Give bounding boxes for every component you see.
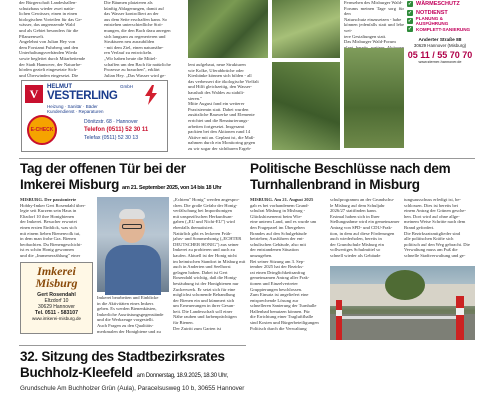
headline-date: am Donnerstag, 18.9.2025, 18.30 Uhr,	[136, 373, 228, 379]
text-line: tion, in dem auf diese Förderungen	[330, 230, 395, 236]
section-divider	[19, 345, 246, 346]
text-line: gaben („EU und Nicht-EU") wird	[173, 219, 235, 225]
text-line: in dem man frohe Gra. Bienen	[20, 236, 76, 242]
services-line: Kundendienst · Reparaturen	[47, 109, 104, 114]
text-line: schulrat Misburg in Misburg -	[250, 208, 306, 214]
text-line: chen. Die große Gefahr der Honig-	[173, 202, 238, 208]
text-line: schnell wieder als Gebäude	[330, 252, 381, 258]
group-photo	[344, 48, 404, 148]
check-icon: ✓	[407, 17, 412, 24]
tag-headline	[20, 161, 246, 196]
text-line: in die Aktivitäten eines Imkers	[97, 300, 154, 306]
text-line: Unterhaltungsverbänden Wieda	[19, 50, 78, 56]
text-line: das Wasser kontrolliert an der	[104, 11, 159, 17]
top-right-text-column	[344, 0, 404, 45]
ad-address: Anderter Straße 88	[418, 37, 462, 43]
text-line: Die Bäumen platzieren als	[104, 0, 153, 5]
text-line: ist es schön Honig gewonnen	[20, 247, 74, 253]
text-line: Aktive mit an. Geplant ist, die Maß-	[188, 134, 255, 140]
text-line: Eltzdorf 10 ihre Honigbienen	[20, 213, 74, 219]
text-line: packten bei den Aktionen rund 14	[188, 129, 251, 135]
text-line: gelagen haben. Dabei ist Gert	[173, 269, 228, 275]
text-line: schulischen Gebäude, also mit	[250, 241, 306, 247]
text-line: künftig Ablagerungen, damit auf	[104, 5, 164, 11]
services-ad	[407, 0, 473, 76]
text-line: rat einen Dringlichkeitsanfrag	[250, 269, 306, 275]
sitzung-headline	[20, 349, 320, 384]
text-line: Gruppierungen beschlossen.	[250, 286, 303, 292]
text-line: sich langsam zu regenerieren und	[104, 33, 166, 39]
text-line: Forums meinen Tage sorg für den	[344, 5, 404, 17]
text-line: Fernsehen des Misburger Wald-	[344, 0, 403, 5]
headline-line: Tag der offenen Tür bei der	[20, 161, 186, 176]
text-line: schnelleren Sanierung der Turnhalle	[250, 303, 317, 309]
text-line: tere Gestaltungen statt.	[344, 33, 387, 39]
turnhalle-photo	[330, 266, 475, 340]
text-line: mungen, die den Bach dazu anregen	[104, 27, 171, 33]
vesterling-ad	[21, 80, 168, 152]
text-line: betrieben; Ausführen der ent-	[250, 236, 304, 242]
text-line: mit einem lieben Bienenvolk tut,	[20, 230, 81, 236]
sitzung-subline: Grundschule Am Buchholzer Grün (Aula), Paracelsusweg 10 b, 30655 Hannover	[20, 385, 245, 392]
service-item: ✓ PLANUNG & AUSFÜHRUNG	[407, 15, 449, 26]
text-line: und die „Immenerzählung" einer	[20, 252, 81, 258]
text-line: einen ersten Einblick, was sich	[20, 224, 77, 230]
imkerei-plz: 30629 Hannover	[38, 304, 75, 310]
section-divider	[19, 158, 475, 159]
text-line: Angelehnt von Julian Hey von	[19, 39, 76, 45]
service-item: ✓ KOMPLETT-SANIERUNG	[407, 26, 471, 33]
text-line: aus dem Seite erschaffen kann. So	[104, 16, 167, 22]
text-line: Hobby-Imker Gert Rosendahl über-	[20, 202, 86, 208]
text-line: Kiesbänke können sich bilden - all	[188, 73, 252, 79]
text-line: Verwaltung muss am Fuß die	[404, 247, 458, 253]
text-line: Das Misburger Wald-Forum	[344, 39, 396, 45]
text-line: Natürlich gibt es leckeren Früh-	[173, 230, 232, 236]
text-line: legte seit Kurzem sein Haus in	[20, 208, 77, 214]
text-line: der Bienen ein und kümmert sich	[173, 297, 235, 303]
text-line: wie Kolke, Uferabbrüche oder	[188, 67, 244, 73]
top-mid2-text-column	[188, 62, 268, 152]
beschluesse-col1	[250, 197, 326, 335]
text-line: Brand gefordert.	[404, 224, 435, 230]
imkerei-owner: Gert Rosendahl	[37, 292, 76, 298]
ad-tel: Telefon (0511) 52 30 11	[84, 127, 149, 133]
text-line: der Imkerei. Besucher erwartet	[20, 219, 77, 225]
text-line: Strukturen neu auszubilden	[104, 39, 155, 45]
text-line: Imkerei zu probieren und auch zu	[173, 247, 235, 253]
ad-fax: Telefax (0511) 52 30 13	[84, 135, 139, 141]
tree-shape	[385, 270, 425, 300]
text-line: „Wir haben heute die Mittel-	[104, 55, 157, 61]
text-line: können jedenfalls statt und lebe wei-	[344, 22, 404, 33]
text-line: errichtet und die Renaturierungs-	[188, 117, 249, 123]
text-line: Politisch durch die Verwaltung	[250, 325, 307, 331]
text-line: Naturschutz einzusetzen - habe	[344, 16, 402, 22]
text-line: auch in Anderten und Seelhorst	[173, 264, 231, 270]
text-line: MISBURG. Am 21. August 2025	[250, 197, 314, 202]
text-line: das verbessert die ökologische Vielfalt	[188, 78, 259, 84]
text-line: und Überwinden eingesetzt. Die	[19, 72, 79, 78]
text-line: ebenfalls thematisiert.	[173, 224, 214, 230]
text-line: Hallenbad benutzen können. Für	[250, 308, 310, 314]
text-line: hörden gezielt eingesetzte Sich-	[19, 67, 78, 73]
text-line: ren Verlauf zu entwickeln.	[104, 50, 153, 56]
text-line: gab es bei vorhandenem Grund-	[250, 202, 309, 208]
text-line: verfälschung bei Importhonigen	[173, 208, 232, 214]
services-line: Heizung · Sanitär · Bäder	[47, 104, 98, 109]
ad-address: 30629 Hannover (Misburg)	[413, 42, 467, 48]
check-icon: ✓	[407, 26, 413, 33]
forest-stream-photo-2	[272, 0, 340, 58]
text-line: Nähe rauben und farbenprächtigen	[173, 314, 237, 320]
text-line: Brandes auf den Schulgebäude	[250, 230, 307, 236]
headline-line: 32. Sitzung des Stadtbezirksrates	[20, 349, 225, 364]
brand-top: HELMUT	[47, 84, 72, 90]
forest-stream-photo-1	[188, 0, 268, 58]
text-line: 2026/27 stattfinden kann.	[330, 208, 377, 214]
vesterling-logo: V	[25, 85, 43, 103]
text-line: gemeinsamen Antrag aller Frak-	[250, 275, 310, 281]
text-line: schutzbaus wieder zwei natür-	[19, 5, 75, 11]
headline-place: Imkerei Misburg	[20, 177, 120, 192]
service-item: ✓ WÄRMESCHUTZ	[407, 1, 460, 8]
tag-col2	[173, 197, 246, 335]
text-line: alle politischen Kräfte sich	[404, 236, 454, 242]
forest-workers-photo	[272, 62, 340, 150]
text-line: hen. Dort wird auf ohne allge-	[404, 213, 460, 219]
text-line: Glückshirsenenst beim Wie-	[250, 213, 303, 219]
headline-line: Politische Beschlüsse nach dem	[250, 161, 451, 176]
headline-line	[20, 365, 320, 384]
text-line: schulprogramm an der Grundschu-	[330, 197, 395, 202]
text-line: vollwertiges Schulmittel so	[330, 247, 381, 253]
text-line: sieren."	[188, 95, 202, 101]
text-line: Antrag von SPD- und CDU-Frak-	[330, 224, 393, 230]
text-line: sowie begleitet durch Mitarbeitende	[19, 55, 86, 61]
brand-name: VESTERLING	[47, 90, 118, 102]
text-line: Erstmal haben sich in Ihrer	[330, 213, 380, 219]
text-line: Imkerliche Ausrüstungsgegenstände	[97, 311, 164, 317]
echeck-badge: E-CHECK	[27, 115, 57, 145]
text-line: kaufen. Aktuell ist der Honig nicht	[173, 252, 237, 258]
text-line: schaffen um den Bach für natürliche	[104, 61, 171, 67]
text-line: haushalt des Waldes zu stabili-	[188, 89, 245, 95]
text-line: biologischen Vorteilen für das Ge-	[19, 16, 83, 22]
person-glasses	[122, 224, 142, 229]
text-line: DEUTSCHER HONIG") aus seiner	[173, 241, 239, 247]
imkerei-city: Misburg	[35, 276, 78, 290]
beekeeper-photo	[97, 197, 169, 292]
imkerei-ad	[20, 262, 93, 334]
text-line: mit unspezifischen Herkunftsan-	[173, 213, 233, 219]
text-line: Auch Fragen zu den Qualitäts-	[97, 322, 154, 328]
text-line: Der Zutritt zum Garten ist	[173, 325, 221, 331]
service-item: ✓ NOTDIENST	[407, 9, 448, 16]
text-line: die Errichtung einer Tragluftfhalle	[250, 314, 314, 320]
check-icon: ✓	[407, 9, 413, 16]
headline-line	[20, 177, 246, 196]
text-line: schlossen. Dies ist bereits bei	[404, 202, 458, 208]
imkerei-web: www.imkerei-misburg.de	[31, 316, 81, 321]
text-line: Praxistermin statt. Dabei wurden	[188, 106, 249, 112]
barrier-pole	[336, 300, 342, 340]
text-line: zusätzliche Bauwerke und Elemente	[188, 112, 255, 118]
text-line: auch wiederholen, bereits in	[330, 236, 382, 242]
check-icon: ✓	[407, 1, 413, 8]
tag-col1	[20, 197, 92, 261]
text-line: Stellungnahme wird ein gemeinsamer	[330, 219, 400, 225]
text-line: MISBURG. Der passionierte	[20, 197, 77, 202]
headline-date: am 21. September 2025, von 14 bis 18 Uhr	[122, 185, 222, 191]
text-line: Pflanzenwelt.	[19, 33, 45, 39]
text-line: heit. Die Landesschaft soll einer	[173, 308, 233, 314]
text-line: Julian Hey. „Das Wasser wird ge-	[104, 72, 166, 78]
text-line: lichen Gewässer, einen in einen	[19, 11, 78, 17]
text-line: beobachten. Du Bienengeschicht-	[20, 241, 82, 247]
text-line: dem Forstamt Fuhrberg und den	[19, 44, 79, 50]
text-line: nahmen durch ein Monitoring gegen	[188, 140, 256, 146]
text-line: schnelle Stadtverwaltung und ge-	[404, 252, 466, 258]
person-body	[105, 245, 161, 295]
text-line: Zuckerwerk. Er setzt sich für eine	[173, 286, 236, 292]
top-mid-text-column	[104, 0, 184, 78]
text-line: sind Kosten und Bürgerbeteiligungen	[250, 320, 319, 326]
text-line: und als Gebiet besonders für die	[19, 27, 79, 33]
text-line: umzugehen.	[250, 252, 273, 258]
text-line: Prozesse zu brauchen", erklärt	[104, 67, 160, 73]
top-left-text-column	[19, 0, 101, 78]
tag-caption	[97, 295, 169, 335]
beschluesse-col2	[330, 197, 400, 263]
brand-suffix: GmbH	[120, 84, 134, 89]
text-line: tionen und Einzelvertreter	[250, 280, 298, 286]
barrier-pole	[456, 296, 464, 340]
text-line: Mitte August fand ein weiterer	[188, 101, 245, 107]
text-line: arbeiten fortgesetzt. Insgesamt	[188, 123, 245, 129]
text-line: um Erneuerungen in ihrer Gesun-	[173, 303, 235, 309]
lightning-icon	[140, 84, 162, 106]
headline-line: Turnhallenbrand in Misburg	[250, 177, 420, 192]
ad-phone: 05 11 / 55 70 70	[407, 49, 473, 60]
text-line: der Bürgerschaft Landeshallen-	[19, 0, 77, 5]
text-line: meinem Weise Schritte nach dem	[404, 219, 466, 225]
text-line: Imkerei bearbeiten und Einblicke	[97, 295, 159, 300]
imkerei-name: Imkerei	[37, 264, 76, 278]
ad-address: Dönitzstr. 68 · Hannover	[84, 119, 138, 125]
text-line: bestäubung ist der Honigbienen nur	[173, 280, 239, 286]
text-line: „Echtem" Honig" werden angespro-	[173, 197, 240, 202]
text-line: zu wir sogar der sichtbaren Ergeb-	[188, 145, 252, 151]
text-line: entstehen unterschiedliche Strö-	[104, 22, 163, 28]
text-line: geben. Es werden Bienenkästen,	[97, 306, 157, 312]
text-line: tember 2025 hat der Bezirks-	[250, 264, 304, 270]
headline-place: Buchholz-Kleefeld	[20, 365, 133, 380]
barrier-rail	[342, 316, 456, 319]
imkerei-tel: Tel. 0511 - 583107	[34, 310, 79, 316]
text-line: der Grundschule Misburg ein	[330, 241, 384, 247]
text-line: der Stadt Hannover, der Naturrbe-	[19, 61, 82, 67]
text-line: den Frageparel im Übergehen	[250, 224, 305, 230]
text-line: le Misburg auf dem Schuljahr	[330, 202, 385, 208]
text-line: Rosendahl wichtig, daß die Honig-	[173, 275, 238, 281]
text-line: der entstandenen Situation	[250, 247, 299, 253]
beschluesse-headline	[250, 161, 475, 193]
person-hair	[119, 209, 145, 219]
text-line: möglichst schonende Behandlung	[173, 292, 236, 298]
text-line: und Hilft gleichzeitig, den Wasser-	[188, 84, 252, 90]
text-line: für Bienen.	[173, 320, 194, 326]
imkerei-street: Eltzdorf 10	[44, 298, 69, 304]
text-line: Zum Einsatz ist angeliefert eine	[250, 292, 309, 298]
text-line: tungsausschuss erledigt ist, be-	[404, 197, 461, 202]
text-line: und die Werkzeuge vorgestellt.	[97, 317, 154, 323]
text-line: jahrs- und Sommerhonig („ECHTER	[173, 236, 242, 242]
text-line: merkmalen der Honigbiene und zu	[97, 328, 161, 334]
text-line: Bei seiner Sitzung am 3. Sep-	[250, 258, 305, 264]
text-line: - mit dem Ziel, einen naturnähe-	[104, 44, 164, 50]
text-line: lent aufgebaut, neue Strukturen	[188, 62, 246, 67]
text-line: politisch auf den Weg gebracht. Die	[404, 241, 470, 247]
text-line: entsprechende Lösung zur	[250, 297, 299, 303]
text-line: einem Antrag der Grünen gesche-	[404, 208, 466, 214]
text-line: Die Bezirksratsmitglieder sind	[404, 230, 461, 236]
text-line: im heimischen Standort in Misburg mit	[173, 258, 246, 264]
text-line: eine unterm Land, und es wurde um	[250, 219, 317, 225]
beschluesse-col3	[404, 197, 475, 263]
barrier-pole-stripe	[456, 308, 464, 315]
text-line: wässer, das angrenzende Wald	[19, 22, 75, 28]
ad-website: www.sterner-hannover.de	[418, 59, 462, 64]
